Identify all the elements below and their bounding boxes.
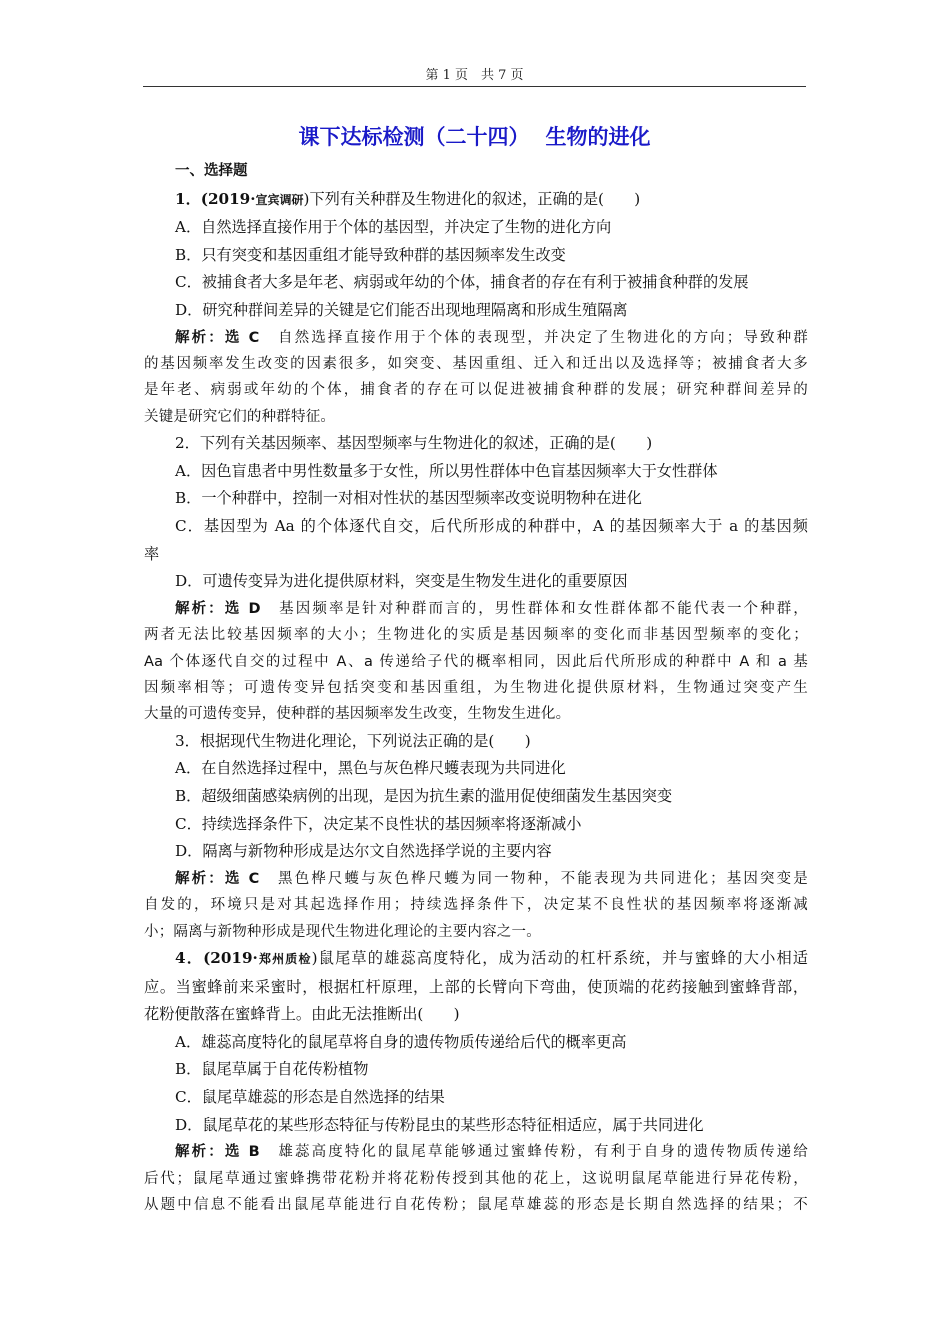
question-1-answer-label: 解析：选 C: [175, 329, 260, 346]
question-2-analysis-line: Aa 个体逐代自交的过程中 A、a 传递给子代的概率相同，因此后代所形成的种群中 A 和 a 基: [144, 653, 808, 670]
question-1-analysis-line: 的基因频率发生改变的因素很多，如突变、基因重组、迁入和迁出以及选择等；被捕食者大多: [144, 355, 808, 372]
question-3-option-a: A．在自然选择过程中，黑色与灰色桦尺蠖表现为共同进化: [175, 759, 566, 778]
question-1-analysis-line: 是年老、病弱或年幼的个体，捕食者的存在可以促进被捕食种群的发展；研究种群间差异的: [144, 382, 808, 399]
analysis-text: 黑色桦尺蠖与灰色桦尺蠖为同一物种，不能表现为共同进化；基因突变是: [259, 870, 808, 887]
question-4-option-c: C．鼠尾草雄蕊的形态是自然选择的结果: [175, 1087, 445, 1106]
question-2-option-d: D．可遗传变异为进化提供原材料，突变是生物发生进化的重要原因: [175, 572, 628, 591]
question-2-option-c-cont: 率: [144, 544, 160, 563]
question-3-option-b: B．超级细菌感染病例的出现，是因为抗生素的滥用促使细菌发生基因突变: [175, 786, 673, 805]
question-1-text: )下列有关种群及生物进化的叙述，正确的是( ): [303, 189, 641, 208]
analysis-text: 雄蕊高度特化的鼠尾草能够通过蜜蜂传粉，有利于自身的遗传物质传递给: [259, 1144, 808, 1161]
question-4-stem-cont: 应。当蜜蜂前来采蜜时，根据杠杆原理，上部的长臂向下弯曲，使顶端的花药接触到蜜蜂背部，: [144, 977, 808, 996]
question-3-stem: 3．根据现代生物进化理论，下列说法正确的是( ): [175, 731, 531, 750]
question-4-option-b: B．鼠尾草属于自花传粉植物: [175, 1060, 369, 1079]
question-3-analysis-line: 小；隔离与新物种形成是现代生物进化理论的主要内容之一。: [144, 923, 541, 940]
analysis-text: 自然选择直接作用于个体的表现型，并决定了生物进化的方向；导致种群: [259, 329, 808, 346]
question-1-option-b: B．只有突变和基因重组才能导致种群的基因频率发生改变: [175, 245, 566, 264]
question-4-analysis-line: [144, 1139, 808, 1165]
question-2-option-a: A．因色盲患者中男性数量多于女性，所以男性群体中色盲基因频率大于女性群体: [175, 461, 718, 480]
question-1-option-d: D．研究种群间差异的关键是它们能否出现地理隔离和形成生殖隔离: [175, 300, 628, 319]
question-4-analysis-line: 后代；鼠尾草通过蜜蜂携带花粉并将花粉传授到其他的花上，这说明鼠尾草能进行异花传粉，: [144, 1170, 808, 1187]
question-2-analysis-line: 两者无法比较基因频率的大小；生物进化的实质是基因频率的变化而非基因型频率的变化；: [144, 627, 808, 644]
question-4-number: 4．(2019·: [175, 948, 258, 967]
question-3-analysis-line: 自发的，环境只是对其起选择作用；持续选择条件下，决定某不良性状的基因频率将逐渐减: [144, 897, 808, 914]
question-3-option-c: C．持续选择条件下，决定某不良性状的基因频率将逐渐减小: [175, 814, 582, 833]
question-2-analysis-line: [144, 596, 808, 622]
question-2-analysis-line: 大量的可遗传变异，使种群的基因频率发生改变，生物发生进化。: [144, 706, 571, 723]
question-2-answer-label: 解析：选 D: [175, 600, 261, 617]
question-4-analysis-line: 从题中信息不能看出鼠尾草能进行自花传粉；鼠尾草雄蕊的形态是长期自然选择的结果；不: [144, 1196, 808, 1213]
title-main: 课下达标检测（二十四）: [298, 125, 530, 149]
page-title: [143, 121, 806, 151]
question-1-source: 宣宾调研: [255, 192, 304, 207]
question-4-source: 郑州质检: [257, 951, 312, 966]
document-body: [144, 158, 808, 1218]
question-4-text: )鼠尾草的雄蕊高度特化，成为活动的杠杆系统，并与蜜蜂的大小相适: [311, 948, 808, 967]
question-3-option-d: D．隔离与新物种形成是达尔文自然选择学说的主要内容: [175, 842, 552, 861]
question-4-stem: [144, 945, 808, 974]
question-3-answer-label: 解析：选 C: [175, 870, 260, 887]
question-1-analysis-line: [144, 325, 808, 351]
title-sub: 生物的进化: [545, 125, 651, 149]
section-heading: 一、选择题: [175, 163, 248, 179]
question-1-option-c: C．被捕食者大多是年老、病弱或年幼的个体，捕食者的存在有利于被捕食种群的发展: [175, 273, 749, 292]
page-number-header: 第 1 页 共 7 页: [425, 68, 524, 83]
header-divider: [143, 86, 806, 87]
question-2-analysis-line: 因频率相等；可遗传变异包括突变和基因重组，为生物进化提供原材料，生物通过突变产生: [144, 679, 808, 696]
question-1-stem: [144, 186, 808, 215]
question-3-analysis-line: [144, 866, 808, 892]
question-2-stem: 2．下列有关基因频率、基因型频率与生物进化的叙述，正确的是( ): [175, 434, 653, 453]
question-4-stem-cont: 花粉便散落在蜜蜂背上。由此无法推断出( ): [144, 1005, 460, 1024]
question-2-option-c: C．基因型为 Aa 的个体逐代自交，后代所形成的种群中，A 的基因频率大于 a 的基因频: [175, 516, 808, 535]
question-1-option-a: A．自然选择直接作用于个体的基因型，并决定了生物的进化方向: [175, 218, 612, 237]
analysis-text: 基因频率是针对种群而言的，男性群体和女性群体都不能代表一个种群，: [260, 600, 808, 617]
question-2-option-b: B．一个种群中，控制一对相对性状的基因型频率改变说明物种在进化: [175, 489, 642, 508]
question-1-analysis-line: 关键是研究它们的种群特征。: [144, 408, 336, 425]
question-1-number: 1．(2019·: [175, 189, 256, 208]
question-4-answer-label: 解析：选 B: [175, 1144, 260, 1161]
question-4-option-a: A．雄蕊高度特化的鼠尾草将自身的遗传物质传递给后代的概率更高: [175, 1032, 627, 1051]
question-4-option-d: D．鼠尾草花的某些形态特征与传粉昆虫的某些形态特征相适应，属于共同进化: [175, 1115, 704, 1134]
